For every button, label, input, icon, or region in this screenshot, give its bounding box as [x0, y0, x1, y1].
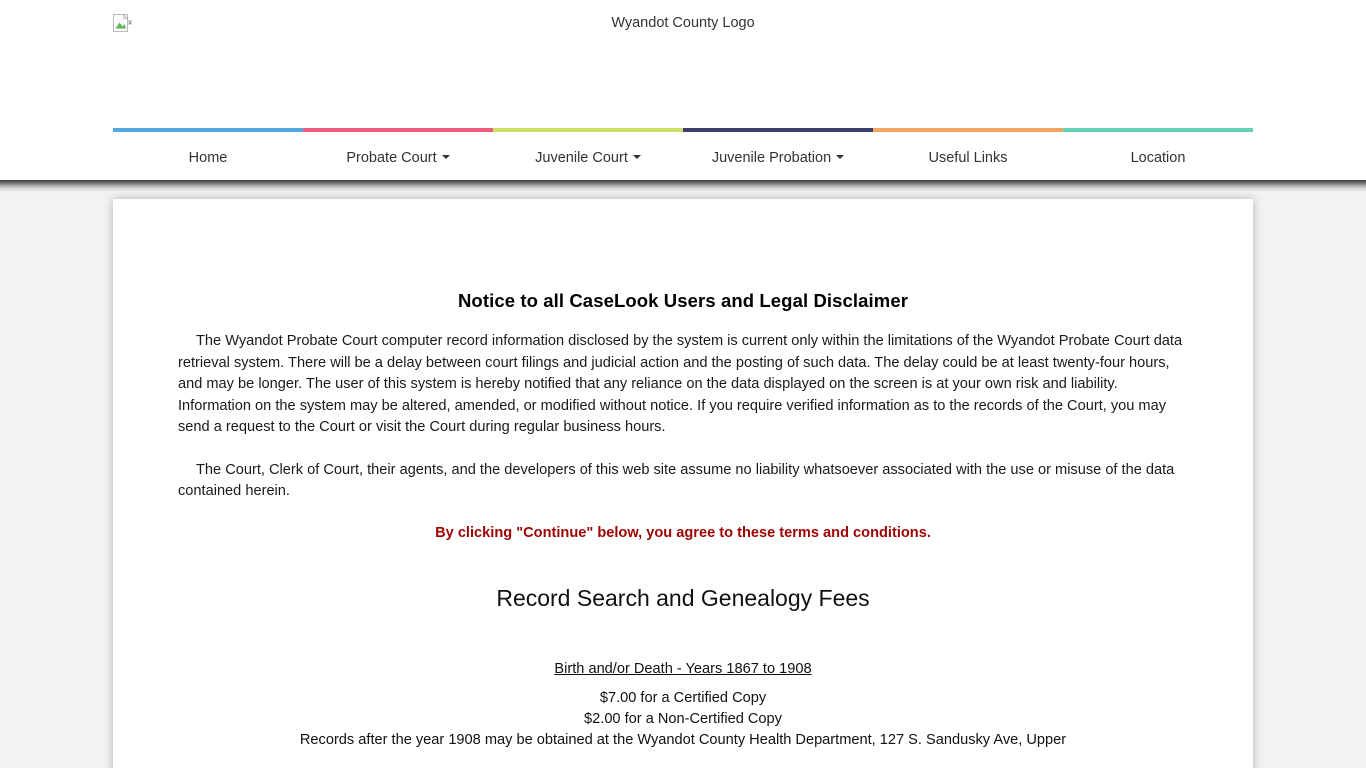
chevron-down-icon: [442, 155, 450, 159]
nav-item-juvenile-court[interactable]: [493, 128, 683, 180]
disclaimer-paragraph-2: The Court, Clerk of Court, their agents, and the developers of this web site assume no liability whatsoever associated with the use or misuse of the data contained herein.: [178, 461, 1175, 499]
disclaimer-paragraph-1: The Wyandot Probate Court computer record information disclosed by the system is current only within the limitations of the Wyandot Probate Court data retrieval system. There will be a delay between court filings and judicial action and the posting of such data. The delay could be at least twenty-four hours, and may be longer. The user of this system is hereby notified that any reliance on the data displayed on the screen is at your own risk and liability. Information on the system may be altered, amended, or modified without notice. If you require verified information as to the records of the Court, you may send a request to the Court or visit the Court during regular business hours.: [178, 333, 1183, 435]
terms-agreement-notice: By clicking "Continue" below, you agree to these terms and conditions.: [435, 524, 931, 541]
chevron-down-icon: [836, 155, 844, 159]
chevron-down-icon: [633, 155, 641, 159]
nav-item-label: Probate Court: [346, 150, 437, 166]
nav-item-label: Home: [188, 150, 228, 166]
nav-item-label: Useful Links: [928, 150, 1008, 166]
fees-heading: Record Search and Genealogy Fees: [496, 584, 870, 611]
nav-item-home[interactable]: [113, 128, 303, 180]
main-navigation: [113, 128, 1253, 180]
content-card: [113, 199, 1253, 768]
nav-item-label: Juvenile Court: [535, 150, 628, 166]
page-title: Notice to all CaseLook Users and Legal Disclaimer: [457, 290, 909, 311]
logo-row: [0, 0, 1366, 110]
site-header: [0, 0, 1366, 180]
fee-records-note: Records after the year 1908 may be obtained at the Wyandot County Health Department, 127 S. Sandusky Ave, Upper: [299, 731, 1067, 748]
nav-item-probate-court[interactable]: [303, 128, 493, 180]
fee-certified-copy: $7.00 for a Certified Copy: [599, 689, 767, 706]
nav-item-useful-links[interactable]: [873, 128, 1063, 180]
header-bottom-shadow: [0, 180, 1366, 192]
nav-item-juvenile-probation[interactable]: [683, 128, 873, 180]
nav-item-location[interactable]: [1063, 128, 1253, 180]
page-body: [0, 180, 1366, 768]
fees-subheading: Birth and/or Death - Years 1867 to 1908: [554, 660, 812, 677]
logo-alt-text: Wyandot County Logo: [611, 15, 755, 31]
fee-noncertified-copy: $2.00 for a Non-Certified Copy: [584, 710, 782, 727]
nav-item-label: Location: [1130, 150, 1186, 166]
nav-item-label: Juvenile Probation: [711, 150, 832, 166]
